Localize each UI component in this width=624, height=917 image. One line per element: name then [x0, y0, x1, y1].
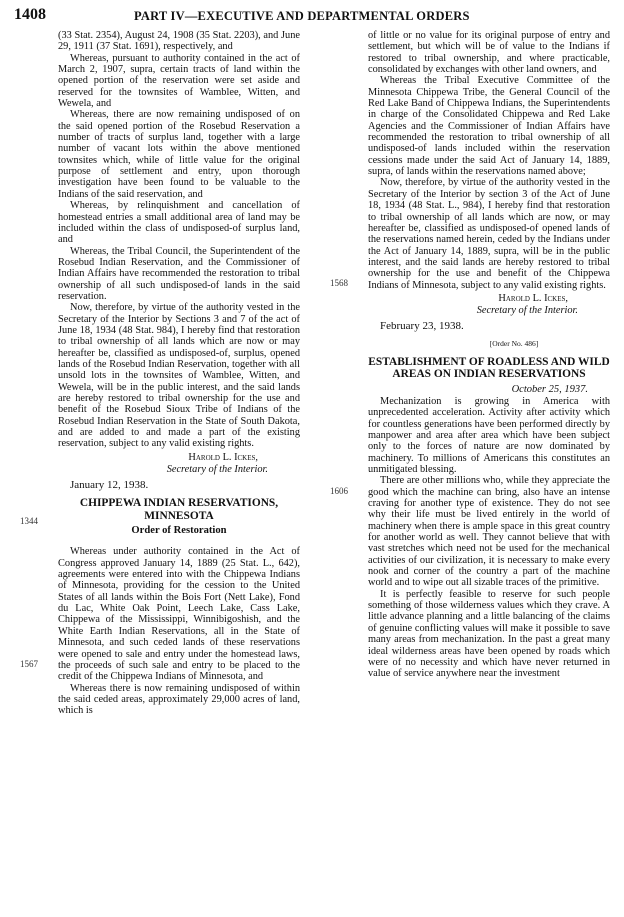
- order-date: February 23, 1938.: [380, 319, 464, 332]
- running-head: PART IV—EXECUTIVE AND DEPARTMENTAL ORDERS: [134, 9, 470, 23]
- page-number: 1408: [14, 6, 46, 23]
- paragraph: Whereas, the Tribal Council, the Superintendent of the Rosebud Indian Reservation, and the Commissioner of Indian Affairs have recommended the restoration to tribal ownership of all such undisposed-of lands in the said reservation.: [58, 245, 300, 302]
- page-header: [14, 6, 610, 28]
- paragraph: of little or no value for its original purpose of entry and settlement, but which will be of value to the Indians if restored to tribal ownership, and where practicable, consolidated by exchanges with other land owners, and: [368, 30, 610, 76]
- marginal-ref-1606: 1606: [330, 486, 348, 496]
- paragraph: Now, therefore, by virtue of the authority vested in the Secretary of the Interior by section 3 of the Act of June 18, 1934 (48 Stat. L., 984), I hereby find that restoration to tribal ownership of all lands which are now, or may hereafter be, classified as undisposed-of opened lands of the reservations named herein, ceded by the Indians under the Act of January 14, 1889, supra, will be in the public interest, and the said lands are hereby restored to tribal ownership for the use and benefit of the Chippewa Indians of Minnesota, subject to any valid existing rights.: [368, 177, 610, 291]
- signature-block: [368, 293, 610, 317]
- paragraph: Whereas there is now remaining undisposed of within the said ceded areas, approximately 29,000 acres of land, which is: [58, 682, 300, 717]
- paragraph: (33 Stat. 2354), August 24, 1908 (35 Stat. 2203), and June 29, 1911 (37 Stat. 1691), respectively, and: [58, 30, 300, 53]
- right-column: [368, 30, 610, 680]
- order-date: January 12, 1938.: [70, 478, 149, 491]
- section-heading: ESTABLISHMENT OF ROADLESS AND WILD AREAS ON INDIAN RESERVATIONS: [368, 355, 610, 381]
- marginal-ref-1568: 1568: [330, 278, 348, 288]
- paragraph: Whereas, by relinquishment and cancellation of homestead entries a small additional area of land may be included within the class of undisposed-of surplus land, and: [58, 200, 300, 246]
- order-number: [Order No. 486]: [489, 339, 539, 349]
- section-heading: CHIPPEWA INDIAN RESERVATIONS, MINNESOTA: [79, 497, 279, 522]
- paragraph: There are other millions who, while they appreciate the good which the machine can bring, also have an intense craving for another type of existence. They do not see why their life must be lived entirely in the world of machinery when there is ample space in this great country for another world as well. They cannot believe that with vast stretches which need not be used for the mechanical activities of our civilization, it is necessary to make every nook and corner of the country a part of the machine world and to wipe out all sizable traces of the primitive.: [368, 475, 610, 589]
- paragraph: Whereas the Tribal Executive Committee of the Minnesota Chippewa Tribe, the General Council of the Red Lake Band of Chippewa Indians, the Superintendents in charge of the Consolidated Chippewa and Red Lake Agencies and the Commissioner of Indian Affairs have recommended the restoration to tribal ownership of all undisposed-of lands included within the reservation cessions made under the said Act of January 14, 1889, supra, of lands within the reservations named above;: [368, 75, 610, 178]
- section-subheading: Order of Restoration: [131, 525, 227, 537]
- signatory-name: Harold L. Ickes,: [498, 292, 568, 304]
- paragraph: Mechanization is growing in America with unprecedented acceleration. Activity after activity which for countless generations have been performed directly by manpower and area after area which have been subject only to the forces of nature are now dominated by machinery. To millions of Americans this constitutes an unmitigated blessing.: [368, 395, 610, 475]
- paragraph: Whereas under authority contained in the Act of Congress approved January 14, 1889 (25 Stat. L., 642), agreements were entered into with the Chippewa Indians of Minnesota, providing for the cession to the United States of all lands within the Bois Fort (Nett Lake), Fond du Lac, White Oak Point, Leech Lake, Cass Lake, Chippewa of the Mississippi, Winnibigoshish, and the White Earth Indian Reservations, all in the State of Minnesota, and such ceded lands of these reservations were opened to sale and entry under the homestead laws, the proceeds of such sale and entry to be placed to the credit of the Chippewa Indians of Minnesota, and: [58, 546, 300, 683]
- paragraph: Whereas, there are now remaining undisposed of on the said opened portion of the Rosebud Reservation a number of tracts of surplus land, together with a large number of vacant lots within the above mentioned townsites which, while of little value for the original purpose of settlement and entry, upon thorough investigation have been found to be valuable to the Indians of the said reservation, and: [58, 109, 300, 200]
- paragraph: Whereas, pursuant to authority contained in the act of March 2, 1907, supra, certain tracts of land within the opened portion of the reservation were set aside and reserved for the townsites of Wamblee, Witten, and Wewela, and: [58, 52, 300, 110]
- section-date: October 25, 1937.: [511, 383, 588, 395]
- signatory-name: Harold L. Ickes,: [188, 451, 258, 463]
- left-column: [58, 30, 300, 717]
- paragraph: It is perfectly feasible to reserve for such people something of those wilderness values which they crave. A little advance planning and a little balancing of the claims of genuine conflicting values will make it possible to save many areas from mechanization. In the past a great many ideal wilderness areas have been opened by roads which were of no necessity and which have never returned in value of service anywhere near the investment: [368, 588, 610, 680]
- signatory-title: Secretary of the Interior.: [166, 463, 268, 475]
- marginal-ref-1567: 1567: [20, 659, 38, 669]
- signatory-title: Secretary of the Interior.: [476, 304, 578, 316]
- paragraph: Now, therefore, by virtue of the authority vested in the Secretary of the Interior by Sections 3 and 7 of the act of June 18, 1934 (48 Stat. 984), I hereby find that restoration to tribal ownership of all lands which are now or may hereafter be, classified as undisposed-of, surplus, opened lands of the Rosebud Indian Reservation, together with all unsold lots in the townsites of Wamblee, Witten, and Wewela, will be in the public interest, and the said lands are hereby restored to tribal ownership for the use and benefit of the Rosebud Sioux Tribe of Indians of the Rosebud Indian Reservation in the State of South Dakota, and are added to and made a part of the existing reservation, subject to any valid existing rights.: [58, 302, 300, 450]
- marginal-ref-1344: 1344: [20, 516, 38, 526]
- signature-block: [58, 452, 300, 476]
